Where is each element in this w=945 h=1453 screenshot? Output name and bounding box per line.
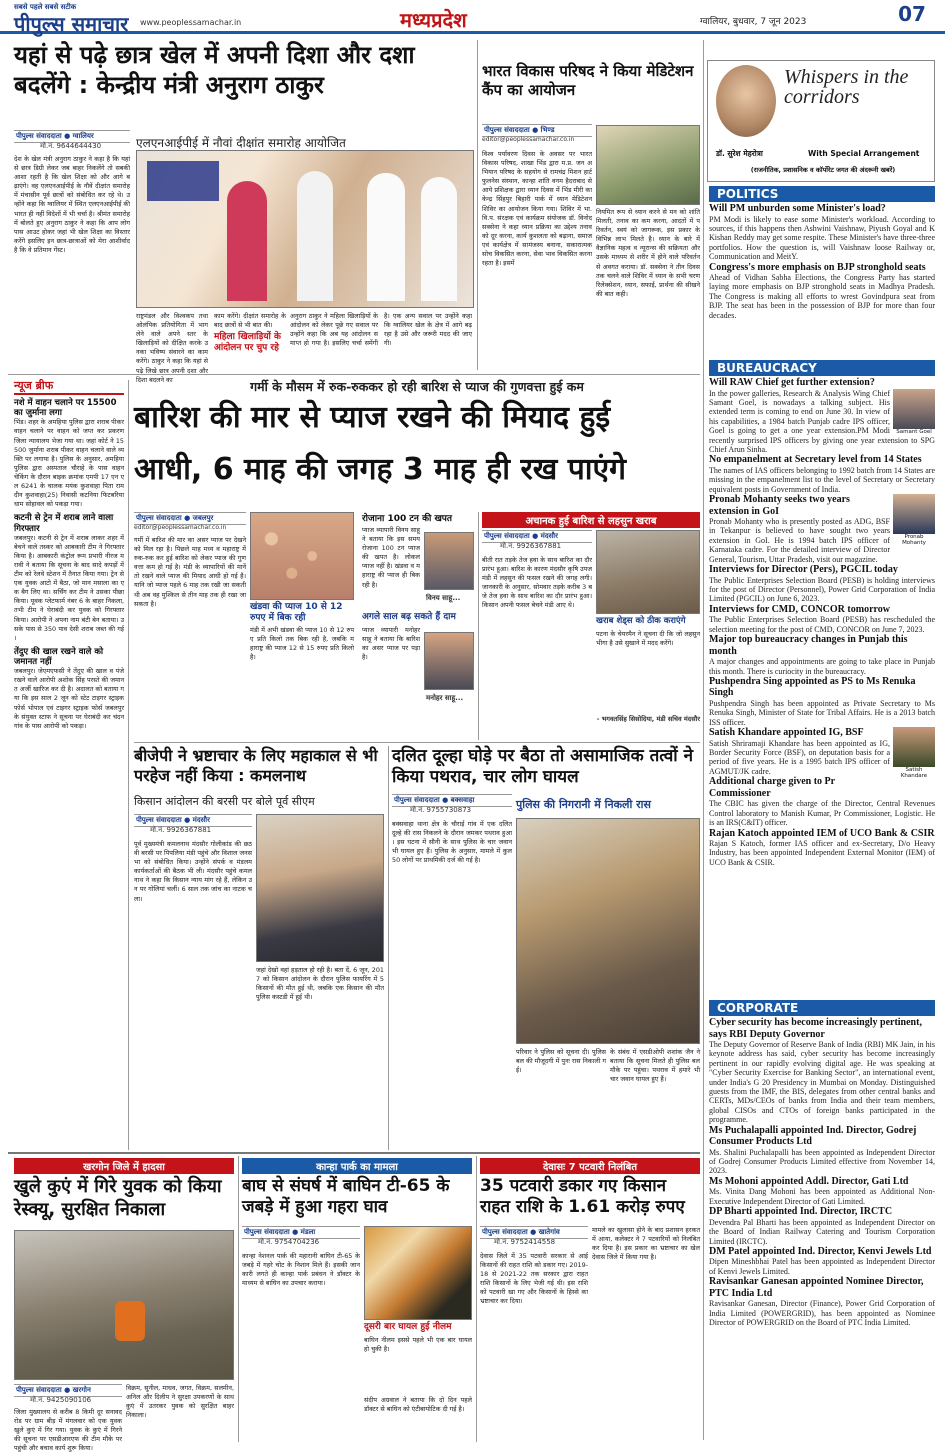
- story-subhead: किसान आंदोलन की बरसी पर बोले पूर्व सीएम: [134, 795, 315, 808]
- brief-text: भिंड। शहर के अमहिया पुलिस द्वारा शराब पीकर वाहन चलाने पर वाहन को जप्त कर प्रकरण जिला न्यायालय भेजा गया था। जहां कोर्ट ने 15500 जुर्माना शराब पीकर वाहन चलाने वाले व्यक्ति पर लगाया है। पुलिस के अनुसार, अमहिया पुलिस द्वारा अस्पताल चौराहे के पास वाहन चेकिंग के दौरान बाइक क्रमांक एमपी 17 एन एल 6241 के चालक मयंक कुशवाहा पिता रामदीन कुशवाहा(25) निवासी कटनिया फिटबरिया धाम सोहावल को पकड़ा गया।: [14, 418, 124, 509]
- story-subhead-2: महिला खिलाड़ियों के आंदोलन पर चुप रहे: [214, 332, 281, 353]
- mobile-number: मो.नं. 9754704236: [258, 1238, 320, 1246]
- story-body: परिवार ने पुलिस को सूचना दी। पुलिस बल की मौजूदगी में पुनः रास निकाली गई।: [516, 1048, 606, 1075]
- side-subhead: अगले साल बढ़ सकते हैं दाम: [362, 612, 456, 622]
- byline: पीपुल्स संवाददाता ● मंदसौर: [482, 530, 592, 543]
- photo-caption: खंडवा की प्याज 10 से 12 रुपए में बिक रही: [250, 602, 343, 623]
- photo-block: [893, 389, 935, 435]
- quote-by: - भगवतसिंह सिसोदिया, मंडी सचिव मंदसौर: [596, 715, 700, 723]
- byline: पीपुल्स संवाददाता ● खातेगांव: [480, 1226, 588, 1239]
- story-subhead: एलएनआईपीई में नौवां दीक्षांत समारोह आयोजित: [136, 136, 346, 150]
- news-title: Satish Khandare appointed IG, BSF: [709, 727, 864, 739]
- news-text: The Public Enterprises Selection Board (PESB) has rescheduled the selection meeting for the post of CMD, CONCOR on June 7, 2023.: [709, 615, 935, 634]
- story-body: के संबंध में एसडीओपी शशांक जैन ने बताया कि सूचना मिलते ही पुलिस बल मौके पर पहुंचा। पथराव में हमारे भी चार जवान घायल हुए हैं।: [610, 1048, 700, 1084]
- byline: पीपुल्स संवाददाता ● मंडला: [242, 1226, 360, 1239]
- story-body: प्याज व्यापारी मनोहर साहू ने बताया कि बारिश का असर प्याज पर पड़ा है।: [362, 626, 420, 662]
- onion-headline-1: बारिश की मार से प्याज रखने की मियाद हुई: [134, 400, 611, 435]
- column-rule: [128, 380, 129, 1150]
- column-rule: [703, 40, 704, 1440]
- news-title: Congress's more emphasis on BJP stronghold seats: [709, 261, 926, 273]
- news-title: Ms Puchalapalli appointed Ind. Director, Godrej Consumer Products Ltd: [709, 1124, 917, 1148]
- news-title: Interviews for Director (Pers), PGCIL today: [709, 564, 898, 576]
- stage-banner: [147, 161, 219, 201]
- news-title: Major top bureaucracy changes in Punjab this month: [709, 634, 908, 657]
- mobile-number: मो.नं. 9926367881: [500, 542, 562, 550]
- well-headline: खुले कुएं में गिरे युवक को किया रेस्क्यू, सुरक्षित निकाला: [14, 1176, 222, 1220]
- side-subhead: रोजाना 100 टन की खपत: [362, 514, 453, 524]
- news-text: Pronab Mohanty who is presently posted as ADG, BSF in Tekanpur is believed to have sought two years extension in GoI. He is 1994 batch IPS officer of Karnataka cadre. For the detailed interview of Director General, Tourism, Uttar Pradesh, visit our magazine.: [709, 517, 890, 564]
- photo-caption: Pronab Mohanty: [902, 534, 926, 547]
- news-title: Ms Mohoni appointed Addl. Director, Gati Ltd: [709, 1175, 909, 1187]
- bureaucracy-section: [709, 377, 935, 867]
- person-figure: [367, 173, 405, 301]
- story-body: संदीप अग्रवाल ने बताया कि दो दिन पहले डॉक्टर से बाघिन को एंटीबायोटिक दी गई है।: [364, 1396, 472, 1414]
- news-text: The Public Enterprises Selection Board (PESB) is holding interviews for the post of Director (Personnel), Power Grid Corporation of India Limited (PGCIL) on June 6, 2023.: [709, 575, 935, 604]
- officer-photo: [893, 494, 935, 534]
- news-title: DM Patel appointed Ind. Director, Kenvi Jewels Ltd: [709, 1245, 932, 1257]
- news-text: In the power galleries, Research & Analysis Wing Chief Samant Goel, is nowadays a talking subject. His extended term is coming to end on June 30. In view of his capabilities, a 1984 batch Punjab cadre IPS officer, Goel is going to get a one year extension.PM Modi recently surprised IPS officers by giving one year extension to SPG Chief Arun Sinha.: [709, 388, 935, 454]
- logo-tagline: सबसे पहले सबसे सटीक: [14, 2, 77, 11]
- trader-photo: [424, 632, 474, 690]
- tiger-kicker: कान्हा पार्क का मामला: [242, 1158, 472, 1174]
- bureaucracy-head: BUREAUCRACY: [709, 360, 935, 376]
- photo-block: [893, 727, 935, 779]
- news-text: Devendra Pal Bharti has been appointed as Independent Director on the Board of Indian Railway Catering and Tourism Corporation Limited (IRCTC).: [709, 1217, 935, 1246]
- onion-kicker: गर्मी के मौसम में रुक-रुककर हो रही बारिश से प्याज की गुणवत्ता हुई कम: [250, 379, 584, 394]
- story-body: अनुराग ठाकुर ने महिला खिलाड़ियों के आंदोलन को लेकर पूछे गए सवाल पर उन्होंने कहा कि अब यह आंदोलन समाप्त हो गया है। इसलिए चर्चा समेंगी है। एक अन्य सवाल पर उन्होंने कहा कि ग्वालियर खेल के क्षेत्र में आगे बढ़ रहा है उसे और जरूरी मदद की जाएगी।: [290, 312, 472, 348]
- news-brief-list: [14, 398, 124, 1148]
- mobile-number: मो.नं. 9425090106: [30, 1396, 92, 1404]
- person-figure: [227, 181, 267, 301]
- person-figure: [421, 177, 457, 301]
- byline: पीपुल्स संवाददाता ● खरगोन: [14, 1384, 122, 1397]
- arrangement: With Special Arrangement: [808, 149, 920, 158]
- page-number: 07: [898, 2, 926, 26]
- news-title: Rajan Katoch appointed IEM of UCO Bank & CSIR: [709, 827, 935, 839]
- brief-title: कटनी से ट्रेन में शराब लाने वाला गिरफ्तार: [14, 513, 114, 534]
- tiger-photo: [364, 1226, 472, 1320]
- story-body: कान्हा नेशनल पार्क की महारानी बाघिन टी-65 के जबड़े में गहरे चोट के निशान मिले हैं। इसकी जानकारी लगते ही कान्हा पार्क प्रबंधन ने डॉक्टर के माध्यम से बाघिन का उपचार कराया।: [242, 1252, 360, 1288]
- dateline: ग्वालियर, बुधवार, 7 जून 2023: [700, 17, 807, 27]
- news-title: Additional charge given to Pr Commissioner: [709, 776, 835, 799]
- photo-caption: Samant Goel: [896, 428, 932, 435]
- byline: पीपुल्स संवाददाता ● बक्सवाहा: [392, 794, 512, 807]
- editor-email: editor@peoplessamachar.co.in: [482, 136, 575, 143]
- byline: पीपुल्स संवाददाता ● ग्वालियर: [14, 130, 130, 143]
- story-body: नियमित रूप से ध्यान करने से मन को शांति मिलती, तनाव का कम करना, आदतों में परिवर्तन, स्वयं को जागरूक, इस प्रकार के विभिन्न लाभ मिलते है। ध्यान के बारे में वैज्ञानिक महत्व व न्यूरान्स की सक्रियता और उसके माध्यम से शरीर में होने वाले परिवर्तन से अवगत कराया। डॉ. सक्सेना ने तीन दिवस तक चलने वाले शिविर में ध्यान के सभी चरण रिलेक्सेशन, ध्यान, सफाई, प्रार्थना की सीखने की बात कही।: [596, 208, 700, 298]
- whispers-tagline: (राजनीतिक, प्रशासनिक व कॉर्पोरेट जगत की अंदरूनी खबरें): [750, 166, 896, 174]
- news-brief-head: न्यूज ब्रीफ: [14, 378, 124, 395]
- photo-block: [893, 494, 935, 546]
- whispers-title: Whispers in the corridors: [784, 66, 909, 108]
- patwari-kicker: देवासः 7 पटवारी निलंबित: [480, 1158, 700, 1174]
- news-text: Rajan S Katoch, former IAS officer and ex-Secretary, D/o Heavy Industry, has been appointed Independent External Monitor (IEM) of UCO Bank & CSIR.: [709, 839, 935, 867]
- section-rule: [134, 742, 700, 743]
- section-rule: [8, 374, 700, 375]
- politics-head: POLITICS: [709, 186, 935, 202]
- mobile-number: मो.नं. 9755730873: [410, 806, 472, 814]
- person-figure: [297, 171, 333, 301]
- news-title: Ravisankar Ganesan appointed Nominee Director, PTC India Ltd: [709, 1276, 924, 1299]
- news-text: Dipen Mineshbhai Patel has been appointed as Independent Director of Kenvi Jewels Limited.: [709, 1257, 935, 1276]
- whispers-box: [707, 60, 935, 182]
- corporate-section: [709, 1017, 935, 1442]
- news-text: Ms. Shalini Puchalapalli has been appointed as Independent Director of Godrej Consumer Products Limited effective from November 14, 2023.: [709, 1147, 935, 1176]
- mobile-number: मो.नं. 9926367881: [150, 826, 212, 834]
- story-body: मंडी में अभी खंडवा की प्याज 10 से 12 रुपए प्रति किलो तक बिक रही है, जबकि महाराष्ट्र की प्याज 12 से 15 रुपए प्रति किलो है।: [250, 626, 354, 662]
- news-text: Ravisankar Ganesan, Director (Finance), Power Grid Corporation of India Limited (POWERGRID), has been appointed as Nominee Director of POWERGRID on the Board of PTC India Limited.: [709, 1299, 935, 1328]
- onion-headline-2: आधी, 6 माह की जगह 3 माह ही रख पाएंगे: [134, 452, 626, 487]
- patwari-headline: 35 पटवारी डकार गए किसान राहत राशि के 1.61 करोड़ रुपए: [480, 1176, 685, 1218]
- photo-caption: Satish Khandare: [900, 767, 928, 780]
- trader-photo: [424, 532, 474, 590]
- news-text: A major changes and appointments are going to take place in Punjab this month. There is curiocity in the bureaucracy.: [709, 657, 935, 676]
- newspaper-logo: [14, 3, 128, 37]
- story-body: राष्ट्रमंडल और विश्वकप तथा ओलंपिक प्रतियोगिता में भाग लेने वाले अपने स्तर के खिलाड़ियों को दीक्षित करके उनका भविष्य संवारने का काम करेंगे। ठाकुर ने कहा कि यहां से पढ़े लिखे छात्र अपनी दशा और दिशा बदलने का: [136, 312, 208, 384]
- tiger-headline: बाघ से संघर्ष में बाघिन टी-65 के जबड़े में हुआ गहरा घाव: [242, 1176, 450, 1218]
- convocation-photo: [136, 150, 474, 308]
- rescue-photo: [14, 1230, 234, 1380]
- rescuer-figure: [115, 1301, 145, 1341]
- story-body: देवास जिले में 35 पटवारी सरकार से आई किसानों की राहत राशि को डकार गए। 2019-18 से 2021-22 तक सरकार द्वारा राहत राशि किसानों के लिए भेजी गई थी। इस राशि को पटवारी खा गए और किसानों के हिस्से का भ्रष्टाचार कर दिया।: [480, 1252, 588, 1306]
- well-kicker: खरगोन जिले में हादसा: [14, 1158, 234, 1174]
- editor-email: editor@peoplessamachar.co.in: [134, 524, 227, 531]
- news-text: Ms. Vinita Dang Mohoni has been appointed as Additional Non-Executive Independent Director of Gati Limited.: [709, 1187, 935, 1206]
- byline: पीपुल्स संवाददाता ● मंदसौर: [134, 814, 252, 827]
- story-body: बीती रात तड़के तेज हवा के साथ बारिश का दौर प्रारंभ हुआ। बारिश के कारण मंदसौर कृषि उपज मंडी में लहसुन की फसल रखने की जगह लगी। जानकारी के अनुसार, सोमवार तड़के करीब 3 बजे तेज हवा के साथ बारिश का दौर प्रारंभ हुआ। किसान अपनी फसल बेचने मंडी आए थे।: [482, 556, 592, 610]
- garlic-kicker: अचानक हुई बारिश से लहसुन खराब: [482, 512, 700, 528]
- section-rule: [8, 1152, 700, 1154]
- procession-photo: [516, 818, 700, 1044]
- news-title: Pushpendra Sing appointed as PS to Ms Renuka Singh: [709, 675, 916, 699]
- masthead-url: www.peoplessamachar.in: [140, 18, 242, 27]
- kamalnath-photo: [256, 814, 384, 962]
- brief-text: जबलपुर। कटनी से ट्रेन में शराब लाकर शहर में बेचने वाले तस्कर को आबकारी टीम ने गिरफ्तार किया है। आबकारी कंट्रोल रूम प्रभारी नीरज मरावी ने बताया कि सूचना के बाद सादे कपड़ों में टीम को रेलवे स्टेशन में तैनात किया गया। ट्रेन से एक युवक आटो में बैठा, जो मान मसाला का एक बैग लिए था। सर्चिंग कर टीम ने उसका पीछा किया। यूवक प्लेटफार्म नंबर 6 के बाहर निकला, तभी टीम ने घेराबंदी कर युवक को गिरफ्तार किया। आरोपी ने अपना नाम बंटी बेन बताया। उसके पास से 350 पाव देसी शराब जब्त की गई।: [14, 533, 124, 642]
- story-body: प्याज व्यापारी विनय साहू ने बताया कि इस समय रोजाना 100 टन प्याज की खपत है। लोकल प्याज नहीं है। खंडवा व महाराष्ट्र की प्याज ही बिक रही है।: [362, 526, 420, 589]
- photo-caption: पुलिस की निगरानी में निकली रास: [516, 798, 651, 811]
- news-title: Cyber security has become increasingly pertinent, says RBI Deputy Governor: [709, 1017, 922, 1040]
- news-text: The Deputy Governor of Reserve Bank of India (RBI) MK Jain, in his keynote address has said, cyber security has become increasingly pertinent in our rapidly evolving digital age. He was speaking at "Cyber Security Exercise for Banking Sector", an international event, under India's G 20 Presidency in Mumbai on Monday. Distinguished guests from the IMF, the BIS, delegates from other central banks and CERTs, MDs/CEOs of banks from India and their team members, global CISOs and CTOs of foreign banks participated in the programme.: [709, 1040, 935, 1125]
- mobile-number: मो.नं. 9644644430: [40, 142, 102, 150]
- politics-section: [709, 203, 935, 320]
- brief-title: तेंदुए की खाल रखने वाले को जमानत नहीं: [14, 646, 104, 667]
- byline: पीपुल्स संवाददाता ● भिण्ड: [482, 124, 592, 137]
- news-title: Interviews for CMD, CONCOR tomorrow: [709, 603, 890, 615]
- news-title: Pronab Mohanty seeks two years extension in GoI: [709, 494, 850, 517]
- news-text: PM Modi is likely to ease some Minister's workload. According to sources, if this happens then Ashwini Vaishnaw, Piyush Goyal and K Kishan Reddy may get some respite. These Minister's have three-three portfolios. How the question is, will Vaishnaw loose Railway or, Communication and MeitY.: [709, 214, 935, 262]
- story-body: विक्रम, सुनील, माधव, जगत, विक्रम, सलमीन, अनिल और दिलीप ने सुरक्षा उपकरणों के साथ कुएं में उतरकर युवक को सुरक्षित बाहर निकाला।: [126, 1384, 234, 1420]
- byline: पीपुल्स संवाददाता ● जबलपुर: [134, 512, 246, 525]
- brief-text: जबलपुर। जेएमएफसी ने तेंदुए की खाल व पंजे रखने वाले आरोपी अशोक सिंह परस्ते की जमानत अर्जी खारिज कर दी है। अदालत को बताया गया कि इस साल 2 जून को स्टेट टाइगर स्ट्राइक फोर्स भोपाल एवं टाइगर स्ट्राइक फोर्स जबलपुर के संयुक्त स्टाफ ने सूचना पर घेराबंदी कर चंदनगांव के पास आरोपी को पकड़ा।: [14, 667, 124, 730]
- story-headline-meditation: भारत विकास परिषद ने किया मेडिटेशन कैंप का आयोजन: [482, 62, 694, 99]
- officer-photo: [893, 389, 935, 429]
- story-body: विश्व पर्यावरण दिवस के अवसर पर भारत विकास परिषद, शाखा भिंड द्वारा म.प्र. जन अभियान परिषद के सहयोग से रामचंद्र मिशन हार्टफुलनेस संस्थान, कान्हा शांति वनम हैदराबाद से आये प्रशिक्षक द्वारा ध्यान दिवस में भिंड मीरी का केन्द्र सिंहपुर बिहारी पार्क में ध्यान मेडिटेशन शिविर का आयोजन किया गया। शिविर में भा.वि.प. संरक्षक एवं कार्यक्रम संयोजक डॉ. विनोद सक्सेना ने कहा ध्यान प्रक्रिया का उद्देश्य तनाव को दूर करना, कार्य कुशलता को बढ़ाना, समाज एवं कार्यक्षेत्र में सामंजस्य बनाना, सकारात्मक सोच विकसित करना, सेवा भाव विकसित करना रहता है। इसमें: [482, 150, 592, 268]
- story-body: पूर्व मुख्यमंत्री कमलनाथ मंदसौर गोलीकांड की छठवी बरसी पर पिपलिया मंडी पहुंचे और विशाल जनसभा को संबोधित किया। उन्होंने संपर्क व मंडलम कार्यकर्ताओं की बैठक भी ली। मंदसौर पहुंचे कमलनाथ ने कहा कि किसान न्याय मांग रहे हैं, लेकिन उन पर गोलियां चलीं। 6 साल तक जांच का नाटक चला।: [134, 840, 252, 903]
- dalit-headline: दलित दूल्हा घोड़े पर बैठा तो असामाजिक तत्वों ने किया पथराव, चार लोग घायल: [392, 746, 694, 788]
- columnist-photo: [716, 65, 776, 137]
- brief-title: नशे में वाहन चलाने पर 15500 का जुर्माना लगा: [14, 398, 117, 419]
- officer-photo: [893, 727, 935, 767]
- news-title: No empanelment at Secretary level from 14 States: [709, 454, 922, 466]
- story-body: मामले का खुलासा होने के बाद प्रशासन हरकत में आया, कलेक्टर ने 7 पटवारियों को निलंबित कर दिया है। इस प्रकार का भ्रष्टाचार का खेल देवास जिले में किया गया है।: [592, 1226, 700, 1262]
- logo-text: पीपुल्स समाचार: [14, 12, 129, 36]
- garlic-photo: [596, 530, 700, 614]
- news-title: Will PM unburden some Minister's load?: [709, 203, 886, 214]
- news-title: DP Bharti appointed Ind. Director, IRCTC: [709, 1206, 893, 1218]
- story-body: गर्मी में बारिश की मार का असर प्याज पर देखने को मिल रहा है। पिछले माह मध्य व महाराष्ट्र में रुक-रुक कर हुई बारिश को लेकर प्याज की गुणवत्ता कम हो गई है। मंडी के व्यापारियों की मानें तो रखने वाले प्याज की मियाद आधी हो गई है। यानि जो प्याज पहले 6 माह तक रखी जा सकती थी अब वह मुश्किल से तीन माह तक ही रखा जा सकता है।: [134, 536, 246, 608]
- onion-photo: [250, 512, 354, 600]
- story-body: देश के खेल मंत्री अनुराग ठाकुर ने कहा है कि यहां से छात्र डिग्री लेकर जब बाहर निकलेंगे तो सबकी आशा रहती है कि खेल शिक्षा को और आगे बढ़ाएंगे। वह एलएनआईपीई के नौवें दीक्षांत समारोह में मंचासीन पूर्व छात्रों को संबोधित कर रहे थे। उन्होंने कहा कि ग्वालियर में स्थित एलएनआईपीई की भारत ही नहीं विदेशों में भी चर्चा है। श्रीमंत समारोह में बोलते हुए अनुराग ठाकुर ने कहा कि आप लोग पास आउट होकर जहां भी खेल शिक्षा का विस्तार करेंगे इसलिए इन छात्र-छात्राओं को मेरा आशीर्वाद है कि वे प्रतिमान गेंस्ट।: [14, 155, 130, 254]
- story-body: जिला मुख्यालय से करीब 8 किमी दूर सनावद रोड पर ग्राम बीड़ में मंगलवार को एक युवक खुले कुएं में गिर गया। युवक के कुएं में गिरने की सूचना पर एसडीआरएफ की टीम मौके पर पहुंची और बचाव कार्य शुरू किया।: [14, 1408, 122, 1453]
- kamalnath-headline: बीजेपी ने भ्रष्टाचार के लिए महाकाल से भी परहेज नहीं किया : कमलनाथ: [134, 746, 378, 785]
- photo-caption: दूसरी बार घायल हुई नीलम: [364, 1322, 452, 1332]
- story-body: बाघिन नीलम इससे पहले भी एक बार घायल हो चुकी है।: [364, 1336, 472, 1354]
- photo-caption: मनोहर साहू...: [426, 694, 464, 702]
- story-body: काम करेंगे। दीक्षांत समारोह के बाद छात्रों से भी बात की।: [214, 312, 286, 330]
- meditation-photo: [596, 125, 700, 205]
- news-text: Pushpendra Singh has been appointed as Private Secretary to Ms Renuka Singh, Minister of State for Tribal Affairs. He is a 2013 batch ISS officer.: [709, 698, 935, 727]
- column-rule: [476, 1156, 477, 1442]
- news-title: Will RAW Chief get further extension?: [709, 377, 875, 388]
- column-rule: [478, 512, 479, 740]
- photo-caption: खराब शेड्स को ठीक कराएंगे: [596, 616, 686, 626]
- story-body: पटना के चेयरमैन ने सूचना दी कि जो लहसुन भीगा है उसे सुखाने में मदद करेंगे।: [596, 630, 700, 648]
- news-text: The names of IAS officers belonging to 1992 batch from 14 States are missing in the empanelment list to the level of Secretary or Secretary equivalent posts in Government of India.: [709, 465, 935, 494]
- column-rule: [238, 1156, 239, 1442]
- section-title: मध्यप्रदेश: [400, 8, 467, 32]
- columnist-name: डॉ. सुरेश मेहरोत्रा: [716, 149, 763, 158]
- news-text: Satish Shriramaji Khandare has been appointed as IG, Border Security Force (BSF), on deputation basis for a period of five years. He is a 1995 batch IPS officer of AGMUT/JK cadre.: [709, 738, 890, 776]
- mobile-number: मो.नं. 9752414558: [494, 1238, 556, 1246]
- column-rule: [477, 40, 478, 370]
- column-rule: [388, 746, 389, 1150]
- story-body: जहां देखो वहां हड़ताल हो रही है। बता दें, 6 जून, 2017 को किसान आंदोलन के दौरान पुलिस फायरिंग में 5 किसानों की मौत हुई थी, जबकि एक किसान की मौत पुलिस कस्टडी में हुई थी।: [256, 966, 384, 1002]
- story-headline-thakur: यहां से पढ़े छात्र खेल में अपनी दिशा और दशा बदलेंगे : केन्द्रीय मंत्री अनुराग ठाकुर: [14, 41, 415, 99]
- corporate-head: CORPORATE: [709, 1000, 935, 1016]
- photo-caption: विनय साहू...: [426, 594, 461, 602]
- story-body: बक्सवाहा थाना क्षेत्र के चौराई गांव में एक दलित दूल्हे की रास निकलने के दौरान जमकर पथराव हुआ। इस घटना में सौनी के साथ पुलिस के चार जवान भी घायल हुए हैं। पुलिस के अनुसार, मामले में कुल 50 लोगों पर प्राथमिकी दर्ज की गई है।: [392, 820, 512, 865]
- news-text: Ahead of Vidhan Sabha Elections, the Congress Party has started laying more emphasis on BJP stronghold seats in Madhya Pradesh. The Congress is making all efforts to wrest Govindpura seat from BJP. The seat has been in the possession of BJP for more than four decades.: [709, 273, 935, 320]
- news-text: The CBIC has given the charge of the Director, Central Revenues Control laboratory to Manish Kumar, Pr Commissioner, Logistic. He is an IRS(C&IT) officer.: [709, 799, 935, 828]
